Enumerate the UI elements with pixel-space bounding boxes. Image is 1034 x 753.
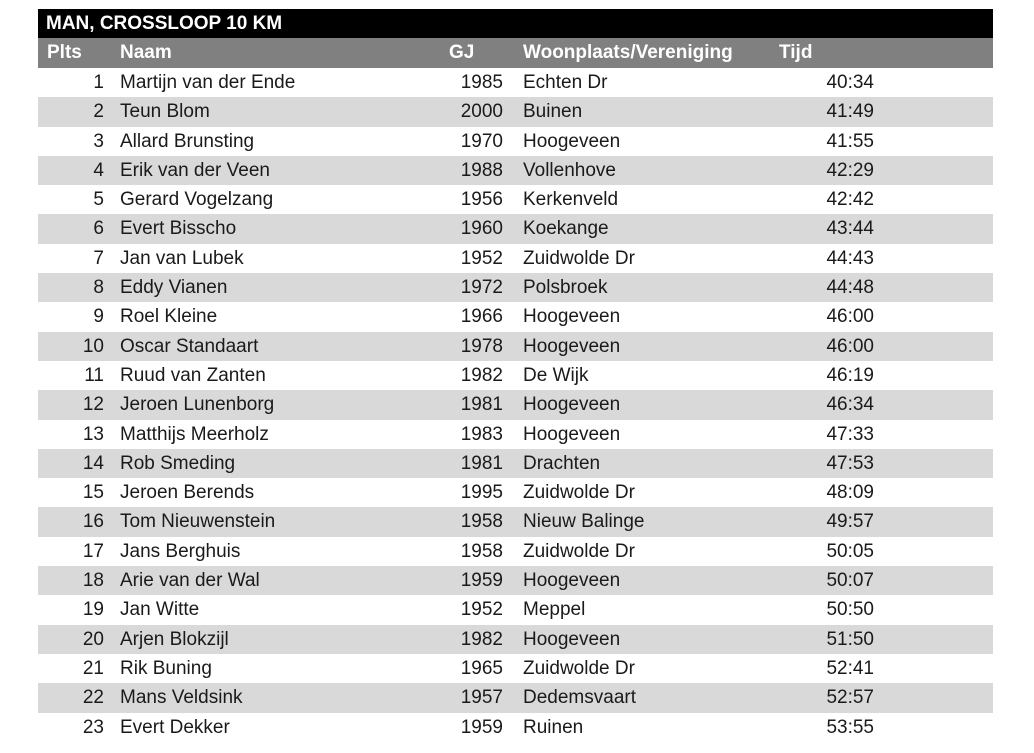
cell-woonplaats: Kerkenveld xyxy=(523,189,619,211)
cell-naam: Jan Witte xyxy=(120,599,200,621)
cell-tijd: 53:55 xyxy=(826,716,874,738)
table-row xyxy=(38,713,993,742)
cell-tijd: 48:09 xyxy=(826,482,874,504)
table-row xyxy=(38,449,993,478)
cell-gj: 1952 xyxy=(460,247,503,269)
table-row xyxy=(38,361,993,390)
cell-gj: 1982 xyxy=(460,628,503,650)
cell-gj: 1959 xyxy=(460,716,503,738)
table-row xyxy=(38,390,993,419)
table-row xyxy=(38,273,993,302)
cell-tijd: 41:55 xyxy=(826,130,874,152)
cell-woonplaats: Hoogeveen xyxy=(523,130,621,152)
cell-gj: 1958 xyxy=(460,540,503,562)
cell-gj: 1970 xyxy=(460,130,503,152)
cell-plts: 9 xyxy=(93,306,104,328)
cell-plts: 13 xyxy=(82,423,104,445)
cell-gj: 1966 xyxy=(460,306,503,328)
cell-naam: Oscar Standaart xyxy=(120,335,259,357)
cell-naam: Allard Brunsting xyxy=(120,130,255,152)
cell-tijd: 46:00 xyxy=(826,335,874,357)
cell-gj: 2000 xyxy=(460,101,503,123)
cell-woonplaats: Echten Dr xyxy=(523,72,608,93)
cell-gj: 1959 xyxy=(460,570,503,592)
cell-woonplaats: Dedemsvaart xyxy=(523,687,636,709)
cell-naam: Eddy Vianen xyxy=(120,277,228,299)
cell-gj: 1995 xyxy=(460,482,503,504)
table-row xyxy=(38,244,993,273)
header-woonplaats: Woonplaats/Vereniging xyxy=(523,42,733,63)
cell-plts: 11 xyxy=(84,364,104,386)
cell-plts: 4 xyxy=(93,159,104,181)
cell-woonplaats: Zuidwolde Dr xyxy=(523,247,635,269)
cell-woonplaats: Zuidwolde Dr xyxy=(523,657,635,679)
cell-tijd: 44:48 xyxy=(826,277,874,299)
cell-plts: 8 xyxy=(93,277,104,299)
cell-naam: Evert Dekker xyxy=(120,716,230,738)
cell-naam: Erik van der Veen xyxy=(120,159,270,181)
table-row xyxy=(38,97,993,126)
cell-naam: Tom Nieuwenstein xyxy=(120,511,276,533)
cell-tijd: 46:34 xyxy=(826,394,874,416)
table-row xyxy=(38,625,993,654)
cell-woonplaats: Vollenhove xyxy=(523,159,616,181)
cell-plts: 6 xyxy=(93,218,104,240)
cell-naam: Arie van der Wal xyxy=(120,570,260,592)
cell-plts: 3 xyxy=(93,130,104,152)
cell-woonplaats: Hoogeveen xyxy=(523,628,621,650)
cell-gj: 1983 xyxy=(460,423,503,445)
cell-woonplaats: Koekange xyxy=(523,218,609,240)
cell-plts: 16 xyxy=(82,511,104,533)
cell-naam: Jeroen Lunenborg xyxy=(120,394,275,416)
header-plts: Plts xyxy=(47,42,82,63)
cell-plts: 17 xyxy=(82,540,104,562)
cell-plts: 22 xyxy=(82,687,104,709)
table-row xyxy=(38,654,993,683)
cell-tijd: 46:00 xyxy=(826,306,874,328)
table-row xyxy=(38,302,993,331)
table-row xyxy=(38,683,993,712)
cell-tijd: 52:57 xyxy=(826,687,874,709)
header-gj: GJ xyxy=(449,42,475,63)
cell-tijd: 47:33 xyxy=(826,423,874,445)
cell-tijd: 50:05 xyxy=(826,540,874,562)
cell-gj: 1958 xyxy=(460,511,503,533)
cell-plts: 18 xyxy=(82,570,104,592)
cell-woonplaats: Hoogeveen xyxy=(523,423,621,445)
cell-woonplaats: Polsbroek xyxy=(523,277,608,299)
cell-tijd: 49:57 xyxy=(826,511,874,533)
table-row xyxy=(38,420,993,449)
cell-woonplaats: Hoogeveen xyxy=(523,306,621,328)
cell-woonplaats: Hoogeveen xyxy=(523,335,621,357)
table-header xyxy=(38,38,993,68)
results-table-body xyxy=(38,68,993,742)
cell-naam: Jans Berghuis xyxy=(120,540,241,562)
cell-plts: 14 xyxy=(82,452,104,474)
cell-naam: Teun Blom xyxy=(120,101,210,123)
table-row xyxy=(38,595,993,624)
cell-naam: Matthijs Meerholz xyxy=(120,423,269,445)
cell-plts: 10 xyxy=(82,335,104,357)
table-row xyxy=(38,537,993,566)
cell-gj: 1952 xyxy=(460,599,503,621)
cell-woonplaats: Drachten xyxy=(523,452,601,474)
cell-woonplaats: Zuidwolde Dr xyxy=(523,540,635,562)
cell-woonplaats: Hoogeveen xyxy=(523,570,621,592)
cell-plts: 5 xyxy=(93,189,104,211)
table-row xyxy=(38,68,993,97)
cell-plts: 19 xyxy=(82,599,104,621)
cell-tijd: 42:29 xyxy=(826,159,874,181)
cell-gj: 1965 xyxy=(460,657,503,679)
table-row xyxy=(38,156,993,185)
cell-woonplaats: Zuidwolde Dr xyxy=(523,482,635,504)
cell-tijd: 41:49 xyxy=(826,101,874,123)
cell-plts: 20 xyxy=(82,628,104,650)
cell-gj: 1978 xyxy=(460,335,503,357)
cell-plts: 21 xyxy=(82,657,104,679)
cell-gj: 1985 xyxy=(460,72,503,93)
cell-woonplaats: Buinen xyxy=(523,101,583,123)
cell-tijd: 40:34 xyxy=(826,72,874,93)
cell-naam: Ruud van Zanten xyxy=(120,364,266,386)
header-naam: Naam xyxy=(120,42,172,63)
cell-naam: Jan van Lubek xyxy=(120,247,244,269)
cell-gj: 1981 xyxy=(460,452,503,474)
cell-naam: Evert Bisscho xyxy=(120,218,237,240)
cell-woonplaats: Ruinen xyxy=(523,716,584,738)
cell-tijd: 51:50 xyxy=(826,628,874,650)
cell-naam: Gerard Vogelzang xyxy=(120,189,274,211)
table-row xyxy=(38,214,993,243)
table-row xyxy=(38,185,993,214)
cell-gj: 1956 xyxy=(460,189,503,211)
table-row xyxy=(38,478,993,507)
table-row xyxy=(38,566,993,595)
page-title: MAN, CROSSLOOP 10 KM xyxy=(38,9,993,38)
table-row xyxy=(38,332,993,361)
cell-naam: Roel Kleine xyxy=(120,306,218,328)
table-row xyxy=(38,127,993,156)
cell-naam: Jeroen Berends xyxy=(120,482,255,504)
cell-plts: 12 xyxy=(82,394,104,416)
cell-tijd: 50:50 xyxy=(826,599,874,621)
cell-plts: 15 xyxy=(82,482,104,504)
cell-tijd: 44:43 xyxy=(826,247,874,269)
cell-tijd: 47:53 xyxy=(826,452,874,474)
cell-naam: Mans Veldsink xyxy=(120,687,243,709)
cell-plts: 7 xyxy=(93,247,104,269)
cell-woonplaats: Meppel xyxy=(523,599,586,621)
cell-woonplaats: De Wijk xyxy=(523,364,589,386)
cell-naam: Arjen Blokzijl xyxy=(120,628,229,650)
header-tijd: Tijd xyxy=(779,42,813,63)
cell-gj: 1981 xyxy=(460,394,503,416)
results-sheet xyxy=(38,9,993,742)
cell-gj: 1972 xyxy=(460,277,503,299)
cell-naam: Rik Buning xyxy=(120,657,212,679)
cell-plts: 2 xyxy=(93,101,104,123)
cell-tijd: 46:19 xyxy=(826,364,874,386)
cell-woonplaats: Hoogeveen xyxy=(523,394,621,416)
cell-gj: 1982 xyxy=(460,364,503,386)
cell-gj: 1988 xyxy=(460,159,503,181)
cell-gj: 1957 xyxy=(460,687,503,709)
cell-woonplaats: Nieuw Balinge xyxy=(523,511,645,533)
cell-tijd: 43:44 xyxy=(826,218,874,240)
cell-naam: Martijn van der Ende xyxy=(120,72,296,93)
cell-tijd: 50:07 xyxy=(826,570,874,592)
cell-tijd: 42:42 xyxy=(826,189,874,211)
table-row xyxy=(38,507,993,536)
cell-plts: 23 xyxy=(82,716,104,738)
cell-plts: 1 xyxy=(93,72,104,93)
cell-gj: 1960 xyxy=(460,218,503,240)
cell-naam: Rob Smeding xyxy=(120,452,236,474)
cell-tijd: 52:41 xyxy=(826,657,874,679)
